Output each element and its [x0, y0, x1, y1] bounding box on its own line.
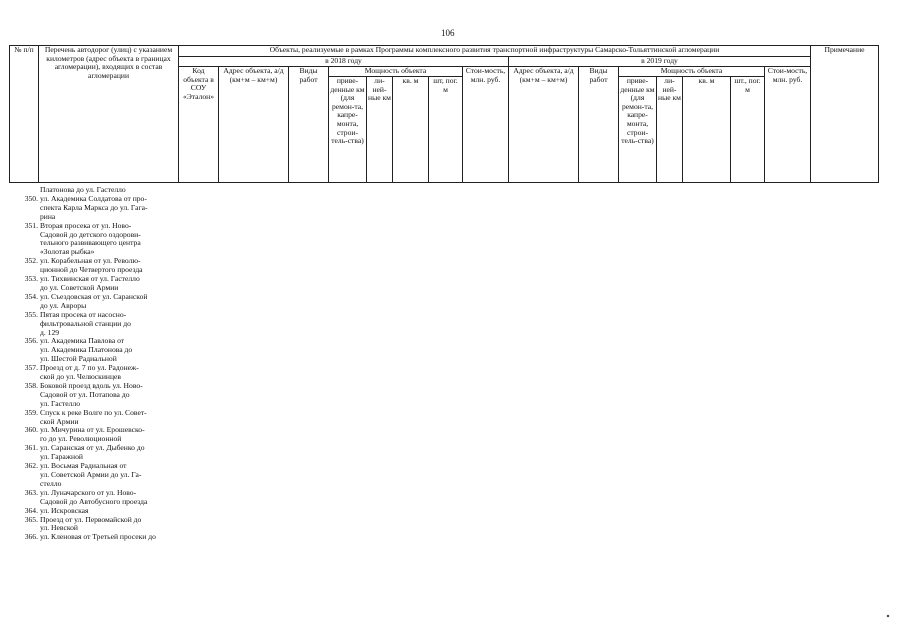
header-table — [9, 45, 879, 183]
list-item — [9, 311, 179, 338]
road-name-line: Платонова до ул. Гастелло — [40, 185, 126, 194]
road-name-line: ул. Академика Павлова от — [40, 336, 125, 346]
road-name-line: ул. Корабельная от ул. Револю- — [40, 256, 141, 266]
header-work-2019: Виды работ — [579, 67, 619, 183]
row-road-name — [40, 426, 177, 444]
road-name-line: Проезд от д. 7 по ул. Радонеж- — [40, 363, 139, 373]
road-name-line: го до ул. Революционной — [40, 434, 122, 444]
list-item — [9, 409, 179, 427]
row-number: 353. — [24, 274, 38, 284]
road-name-line: Проезд от ул. Первомайской до — [40, 514, 142, 524]
row-number: 355. — [24, 309, 38, 319]
list-item — [9, 382, 179, 409]
road-name-line: Вторая просека от ул. Ново- — [40, 220, 132, 230]
road-list — [9, 186, 179, 542]
road-name-line: стелло — [40, 478, 62, 488]
header-linear-km-2019: ли-ней-ные км — [657, 77, 683, 183]
row-number: 363. — [24, 487, 38, 497]
row-road-name — [40, 257, 177, 275]
road-name-line: ул. Кленовая от Третьей просеки до — [40, 532, 156, 542]
row-road-name — [40, 364, 177, 382]
row-number: 364. — [24, 505, 38, 515]
row-number: 360. — [24, 425, 38, 435]
row-number: 362. — [24, 461, 38, 471]
road-name-line: фильтровальной станции до — [40, 318, 131, 328]
row-road-name — [40, 311, 177, 338]
row-number: 358. — [24, 380, 38, 390]
road-name-line: ул. Советской Армии до ул. Га- — [40, 470, 142, 479]
header-num: № п/п — [10, 46, 39, 183]
road-name-line: ул. Невской — [40, 523, 78, 533]
header-note: Примечание — [811, 46, 879, 183]
road-name-line: до ул. Советской Армии — [40, 282, 119, 292]
row-road-name — [40, 533, 177, 542]
list-item — [9, 462, 179, 489]
road-name-line: ул. Шестой Радиальной — [40, 354, 117, 364]
header-capacity-2018: Мощность объекта — [329, 67, 463, 77]
header-sqm-2019: кв. м — [683, 77, 731, 183]
header-year-2018: в 2018 году — [179, 57, 509, 67]
road-name-line: тельного развивающего центра — [40, 238, 141, 248]
list-item — [9, 222, 179, 258]
road-name-line: ционной до Четвертого проезда — [40, 265, 143, 275]
list-item — [9, 257, 179, 275]
road-name-line: Пятая просека от насосно- — [40, 309, 127, 319]
page-number: 106 — [441, 28, 455, 38]
header-code: Код объекта в СОУ «Эталон» — [179, 67, 219, 183]
road-name-line: ул. Луначарского от ул. Ново- — [40, 487, 137, 497]
row-road-name — [40, 337, 177, 364]
row-road-name — [40, 222, 177, 258]
road-name-line: ской Армии — [40, 416, 79, 426]
header-reduced-km-2018: приве-денные км (для ремон-та, капре-монта, строи-тель-ства) — [329, 77, 367, 183]
road-name-line: д. 129 — [40, 327, 60, 337]
row-number: 361. — [24, 443, 38, 453]
header-pcs-2019: шт., пог. м — [731, 77, 765, 183]
row-road-name — [40, 409, 177, 427]
header-pcs-2018: шт, пог. м — [429, 77, 463, 183]
road-name-line: «Золотая рыбка» — [40, 247, 95, 257]
header-reduced-km-2019: приве-денные км (для ремон-та, капре-монта, строи-тель-ства) — [619, 77, 657, 183]
list-item — [9, 337, 179, 364]
road-name-line: рина — [40, 211, 56, 221]
list-item — [9, 516, 179, 534]
row-number: 350. — [24, 193, 38, 203]
list-item — [9, 364, 179, 382]
road-name-line: ул. Академика Платонова до — [40, 345, 133, 355]
road-name-line: ул. Саранская от ул. Дыбенко до — [40, 443, 145, 453]
row-road-name — [40, 275, 177, 293]
row-road-name — [40, 462, 177, 489]
header-cost-2018: Стои-мость, млн. руб. — [463, 67, 509, 183]
row-number: 366. — [24, 532, 38, 542]
header-capacity-2019: Мощность объекта — [619, 67, 765, 77]
list-item — [9, 489, 179, 507]
list-item — [9, 275, 179, 293]
row-number: 351. — [24, 220, 38, 230]
list-item — [9, 426, 179, 444]
header-address-2019: Адрес объекта, а/д (км+м – км+м) — [509, 67, 579, 183]
road-name-line: Садовой от ул. Потапова до — [40, 389, 130, 399]
scan-mark — [887, 615, 890, 618]
row-number: 352. — [24, 256, 38, 266]
row-number: 354. — [24, 291, 38, 301]
header-cost-2019: Стои-мость, млн. руб. — [765, 67, 811, 183]
row-number: 359. — [24, 407, 38, 417]
road-name-line: ул. Съездовская от ул. Саранской — [40, 291, 148, 301]
road-name-line: спекта Карла Маркса до ул. Гага- — [40, 202, 148, 212]
row-road-name — [40, 293, 177, 311]
list-item — [9, 533, 179, 542]
road-name-line: Спуск к реке Волге по ул. Совет- — [40, 407, 147, 417]
road-name-line: Садовой до Автобусного проезда — [40, 496, 148, 506]
row-number: 356. — [24, 336, 38, 346]
header-address-2018: Адрес объекта, а/д (км+м – км+м) — [219, 67, 289, 183]
list-item — [9, 293, 179, 311]
header-sqm-2018: кв. м — [393, 77, 429, 183]
row-road-name — [40, 516, 177, 534]
list-item — [9, 444, 179, 462]
road-name-line: ул. Искровская — [40, 505, 89, 515]
header-objects: Объекты, реализуемые в рамках Программы комплексного развития транспортной инфраструктуры Самарско-Тольяттинской агломерации — [179, 46, 811, 57]
row-road-name — [40, 195, 177, 222]
road-name-line: ул. Мичурина от ул. Ерошевско- — [40, 425, 145, 435]
road-name-line: Садовой до детского оздорови- — [40, 229, 141, 239]
header-list: Перечень автодорог (улиц) с указанием километров (адрес объекта в границах агломерации), входящих в состав агломерации — [39, 46, 179, 183]
road-name-line: ул. Академика Солдатова от про- — [40, 193, 147, 203]
road-name-line: Боковой проезд вдоль ул. Ново- — [40, 380, 143, 390]
header-year-2019: в 2019 году — [509, 57, 811, 67]
header-linear-km-2018: ли-ней-ные км — [367, 77, 393, 183]
row-road-name — [40, 444, 177, 462]
row-road-name — [40, 382, 177, 409]
row-road-name — [40, 489, 177, 507]
road-name-line: ул. Тихвинская от ул. Гастелло — [40, 274, 140, 284]
road-name-line: ул. Гаражной — [40, 452, 83, 462]
list-item — [9, 195, 179, 222]
header-work-2018: Виды работ — [289, 67, 329, 183]
row-number: 365. — [24, 514, 38, 524]
road-name-line: до ул. Авроры — [40, 300, 87, 310]
road-name-line: ул. Восьмая Радиальная от — [40, 461, 127, 471]
road-name-line: ской до ул. Челюскинцев — [40, 372, 122, 382]
road-name-line: ул. Гастелло — [40, 398, 81, 408]
row-number: 357. — [24, 363, 38, 373]
